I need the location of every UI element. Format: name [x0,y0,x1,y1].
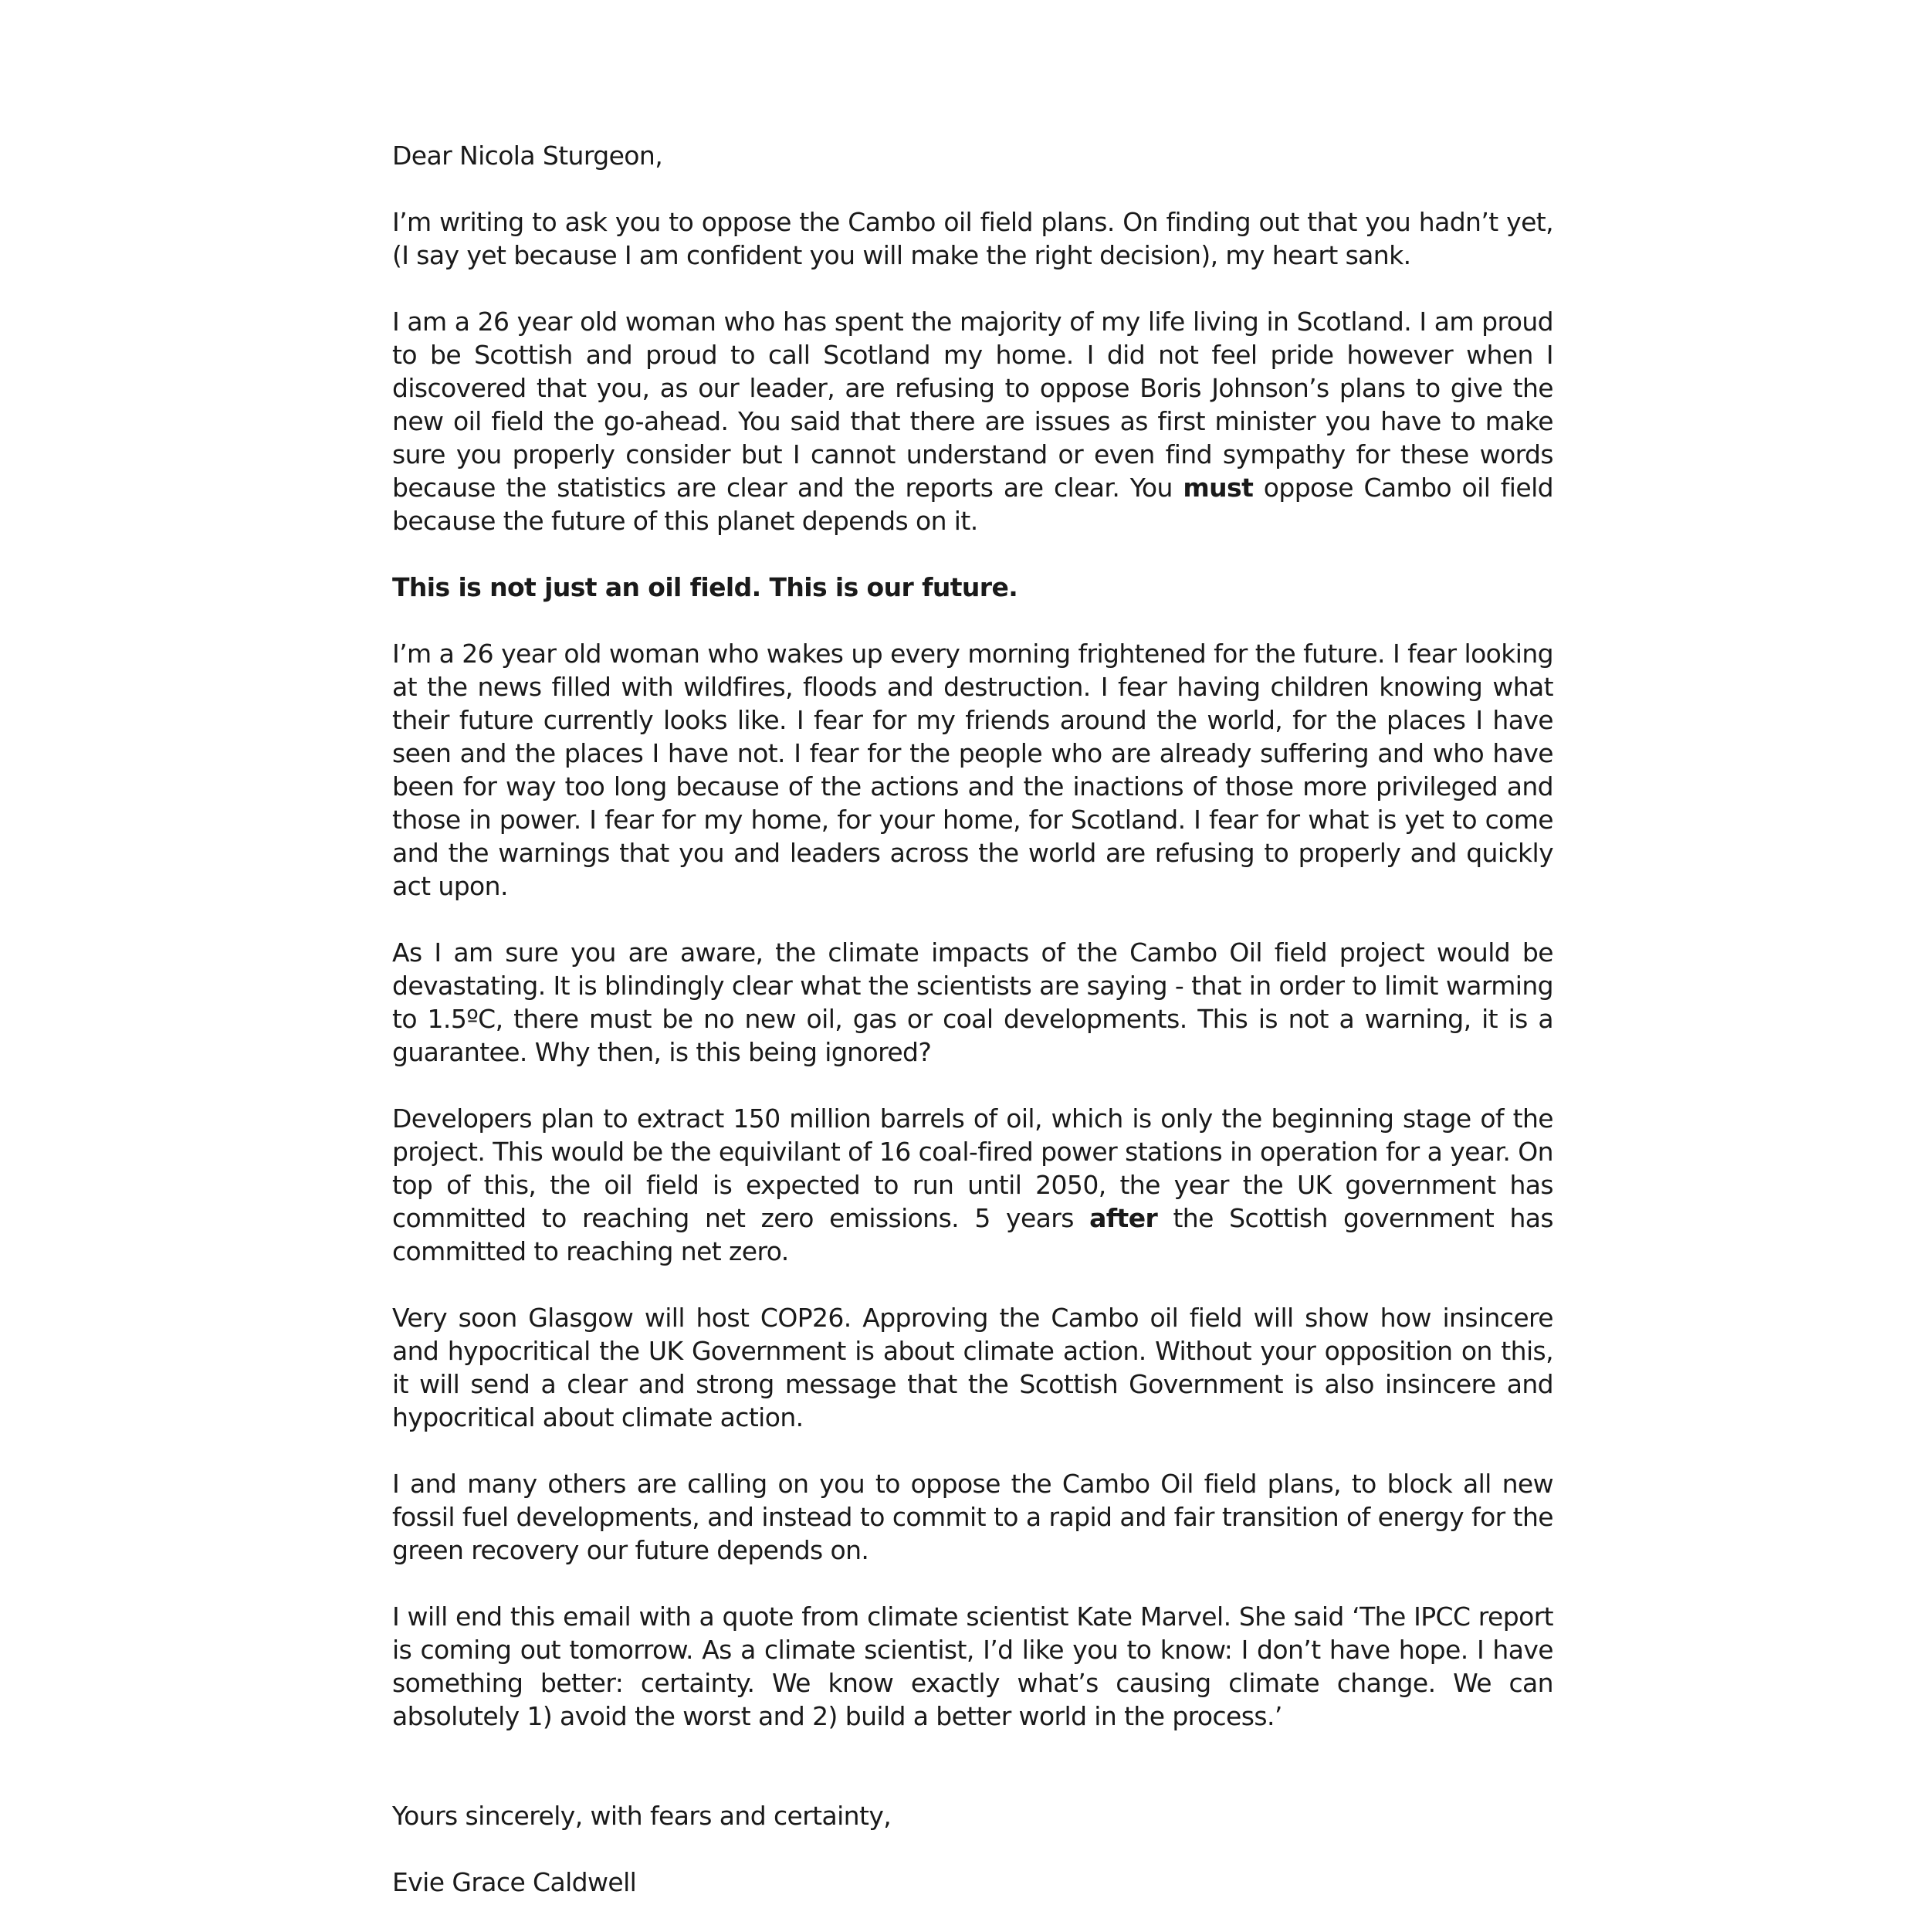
paragraph-quote: I will end this email with a quote from climate scientist Kate Marvel. She said ‘The IPCC report is coming out tomorrow. As a climate scientist, I’d like you to know: I don’t have hope. I have something better: certainty. We know exactly what’s causing climate change. We can absolutely 1) avoid the worst and 2) build a better world in the process.’ [392,1602,1553,1731]
paragraph-pride-end: oppose Cambo oil field because the future of this planet depends on it. [392,473,1553,536]
letter-body [392,139,1553,1932]
paragraph-pride-text: I am a 26 year old woman who has spent the majority of my life living in Scotland. I am proud to be Scottish and proud to call Scotland my home. I did not feel pride however when I discovered that you, as our leader, are refusing to oppose Boris Johnson’s plans to give the new oil field the go-ahead. You said that there are issues as first minister you have to make sure you properly consider but I cannot understand or even find sympathy for these words because the statistics are clear and the reports are clear. You [392,307,1553,503]
headline: This is not just an oil field. This is our future. [392,572,1018,602]
emphasis-must: must [1183,473,1254,503]
greeting: Dear Nicola Sturgeon, [392,141,663,171]
paragraph-developers-end: the Scottish government has committed to reaching net zero. [392,1203,1553,1266]
signoff: Yours sincerely, with fears and certainty, [392,1801,892,1831]
paragraph-developers-text: Developers plan to extract 150 million barrels of oil, which is only the beginning stage of the project. This would be the equivilant of 16 coal-fired power stations in operation for a year. On top of this, the oil field is expected to run until 2050, the year the UK government has committed to reaching net zero emissions. 5 years [392,1103,1553,1233]
signature: Evie Grace Caldwell [392,1867,637,1897]
paragraph-pride [392,305,1553,537]
paragraph-fear: I’m a 26 year old woman who wakes up every morning frightened for the future. I fear looking at the news filled with wildfires, floods and destruction. I fear having children knowing what their future currently looks like. I fear for my friends around the world, for the places I have seen and the places I have not. I fear for the people who are already suffering and who have been for way too long because of the actions and the inactions of those more privileged and those in power. I fear for my home, for your home, for Scotland. I fear for what is yet to come and the warnings that you and leaders across the world are refusing to properly and quickly act upon. [392,639,1553,901]
emphasis-after: after [1089,1203,1158,1233]
paragraph-call-to-action: I and many others are calling on you to oppose the Cambo Oil field plans, to block all new fossil fuel developments, and instead to commit to a rapid and fair transition of energy for the green recovery our future depends on. [392,1469,1553,1565]
paragraph-intro: I’m writing to ask you to oppose the Cambo oil field plans. On finding out that you hadn’t yet, (I say yet because I am confident you will make the right decision), my heart sank. [392,207,1553,270]
paragraph-developers [392,1102,1553,1268]
paragraph-cop26: Very soon Glasgow will host COP26. Approving the Cambo oil field will show how insincere and hypocritical the UK Government is about climate action. Without your opposition on this, it will send a clear and strong message that the Scottish Government is also insincere and hypocritical about climate action. [392,1303,1553,1432]
paragraph-climate-impacts: As I am sure you are aware, the climate impacts of the Cambo Oil field project would be devastating. It is blindingly clear what the scientists are saying - that in order to limit warming to 1.5ºC, there must be no new oil, gas or coal developments. This is not a warning, it is a guarantee. Why then, is this being ignored? [392,937,1553,1067]
